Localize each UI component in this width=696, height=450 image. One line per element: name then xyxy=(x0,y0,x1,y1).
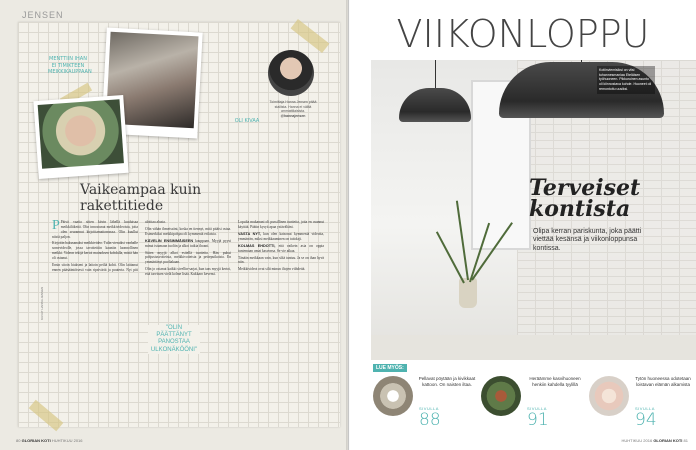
magazine-name: GLORIAN KOTI xyxy=(653,438,683,443)
folio-left xyxy=(16,438,83,443)
article-headline: Vaikeampaa kuin rakettitiede xyxy=(80,182,202,215)
teaser-text: Pellavat pöytään ja kivikkaat kattoon. On naisten iltaa. xyxy=(418,376,476,387)
teaser-item[interactable] xyxy=(589,372,694,434)
teaser-page-number: 91 xyxy=(527,410,549,430)
issue-date: HUHTIKUU 2016 xyxy=(621,438,653,443)
table-surface xyxy=(371,335,696,360)
author-caption: Toimittaja Hanna Jensen pitää stailista. Hanna ei välitä ammattilaisista. xyxy=(269,100,317,114)
section-title: VIIKONLOPPU xyxy=(396,12,650,56)
article-paragraph: KOLMAS EHDOTTI, että vaikein asia on oppia tuntemaan omat kasvonsa. Se vie aikaa. xyxy=(238,243,324,253)
teaser-page-label: SIVULLA xyxy=(527,406,547,411)
article-paragraph: Lopulta mukanani oli pussillinen tuotteita, joita en osannut käyttää. Päätin kysyä apua ystävältäni. xyxy=(238,220,324,229)
article-subhead: KOLMAS EHDOTTI, xyxy=(238,243,276,248)
section-label: JENSEN xyxy=(22,10,64,20)
plant-stem xyxy=(456,201,469,280)
page-number: 80 xyxy=(16,438,21,443)
right-page xyxy=(348,0,696,450)
teaser-label: LUE MYÖS: xyxy=(373,364,407,372)
article-paragraph: Tänään meikkaan vain, kun siltä tuntuu. Ja se on ihan hyvä niin. xyxy=(238,255,324,265)
teaser-text: Heräämme kasvihuoneen henkiin kahdella tyylillä xyxy=(529,376,581,387)
teaser-page-label: SIVULLA xyxy=(419,406,439,411)
article-paragraph: VASTA NYT, kun olen katsonut kymmeniä videoita, ymmärrän, miksi meikkaaminen on taitolaji. xyxy=(238,231,324,241)
photo-polaroid-portrait xyxy=(33,95,128,179)
article-paragraph: P Päivä vaatia sitten kävin lähellä kuuluisaa meikkiliikettä. Olin innostunut meikkivideoista, joita olen seurannut kirjoittamattomassa. Olin kuullut niistä paljon. xyxy=(52,218,138,239)
article-paragraph: Sitten myyjä alkoi esitellä tuotteita. Hän puhui pohjustusvoiteista, meikkivoiteista ja peitepuikoista. En ymmärtänyt puoliakaan. xyxy=(145,250,231,265)
photo-credit: KUVAT HANNA JENSEN xyxy=(40,286,44,320)
teaser-page-label: SIVULLA xyxy=(635,406,655,411)
hero-caption: Kotiinviemisiksi on viisi tuhannesmaniaa Eteläisen työhuoneen. Pikkuruinen asunto oli kiinnostava kohde. Huoneet oli remontoitu uusiksi. xyxy=(597,66,655,94)
feature-subtitle: Olipa kerran pariskunta, joka päätti viettää kesänsä ja viikonloppunsa kontissa. xyxy=(533,228,642,252)
pull-quote: "OLIN PÄÄTTÄNYT PANOSTAA ULKONÄKÖÖNI" xyxy=(148,325,200,354)
magazine-name: GLORIAN KOTI xyxy=(21,438,51,443)
spine-shadow xyxy=(346,0,350,450)
feature-title-line: Terveiset xyxy=(529,175,641,201)
feature-title-line: kontista xyxy=(529,195,631,222)
pendant-lamp xyxy=(399,88,471,122)
teaser-page-number: 94 xyxy=(635,410,657,430)
author-avatar xyxy=(268,50,314,96)
lamp-cord xyxy=(435,60,436,90)
article-paragraph: Meikkivideot ovat silti minun iltojen viihdettä. xyxy=(238,267,306,272)
feature-title xyxy=(529,175,641,222)
article-subhead: VASTA NYT, xyxy=(238,231,261,236)
issue-date: HUHTIKUU 2016 xyxy=(51,438,83,443)
handwritten-note: MENTTIIN IHAN EI TIMIKTEEN MEIKKIKAUPPAAN xyxy=(48,56,92,75)
page-number: 81 xyxy=(683,438,688,443)
article-paragraph: KÄVELIN ENSIMMÄISEEN kauppaan. Myyjä pyysi minut istumaan tuoliin ja alkoi tutkia ihoani. xyxy=(145,238,231,248)
teaser-item[interactable] xyxy=(481,372,586,434)
author-byline xyxy=(268,100,318,118)
article-paragraph: Olin vähän ihmeissäni, koska en tiennyt, mitä pitäisi ostaa. Esimerkiksi meikkipohjaa oli kymmeniä erilaisia. xyxy=(145,226,231,236)
teaser-page-number: 88 xyxy=(419,410,441,430)
folio-right xyxy=(622,438,689,443)
drop-cap: P xyxy=(52,218,60,233)
handwritten-note: OLI KIVAA xyxy=(234,118,260,124)
article-body xyxy=(52,220,324,420)
photo-woman-portrait xyxy=(38,99,124,169)
article-subhead: KÄVELIN ENSIMMÄISEEN xyxy=(145,238,194,243)
article-paragraph: Olin jo ostanut kaikki sivellin-sarjat, kun taas myyjä kertoi, että tarvitsen vielä kolme lisää. Kukkaro kevensi. xyxy=(145,267,231,276)
author-handle: @hannajensen xyxy=(280,113,306,118)
teaser-image-greenhouse xyxy=(481,376,521,416)
article-paragraph: Kirjoitin hakusanaksi meikkivideo. Tulin vieraiksi vanhalle somevideolle, jossa tavoitettiin kauniin luonnollinen meikki. Videon tekijä kertoi mainoksen kohdalla, mistä hän oli ostanut. xyxy=(52,241,138,260)
teaser-item[interactable] xyxy=(373,372,478,434)
teaser-text: Tytön huoneessa odotetaan loistavan elämän alkamista xyxy=(635,376,691,387)
article-paragraph: Ensin sitoin hiukseni ja laitoin peiliä kohti. Olin laittanut ennen pääsääntöisesti vain ripsiväriä ja puuteria. Nyt piti aloittaa alusta. xyxy=(52,220,166,272)
teaser-image-girls-room xyxy=(589,376,629,416)
teaser-image-table xyxy=(373,376,413,416)
